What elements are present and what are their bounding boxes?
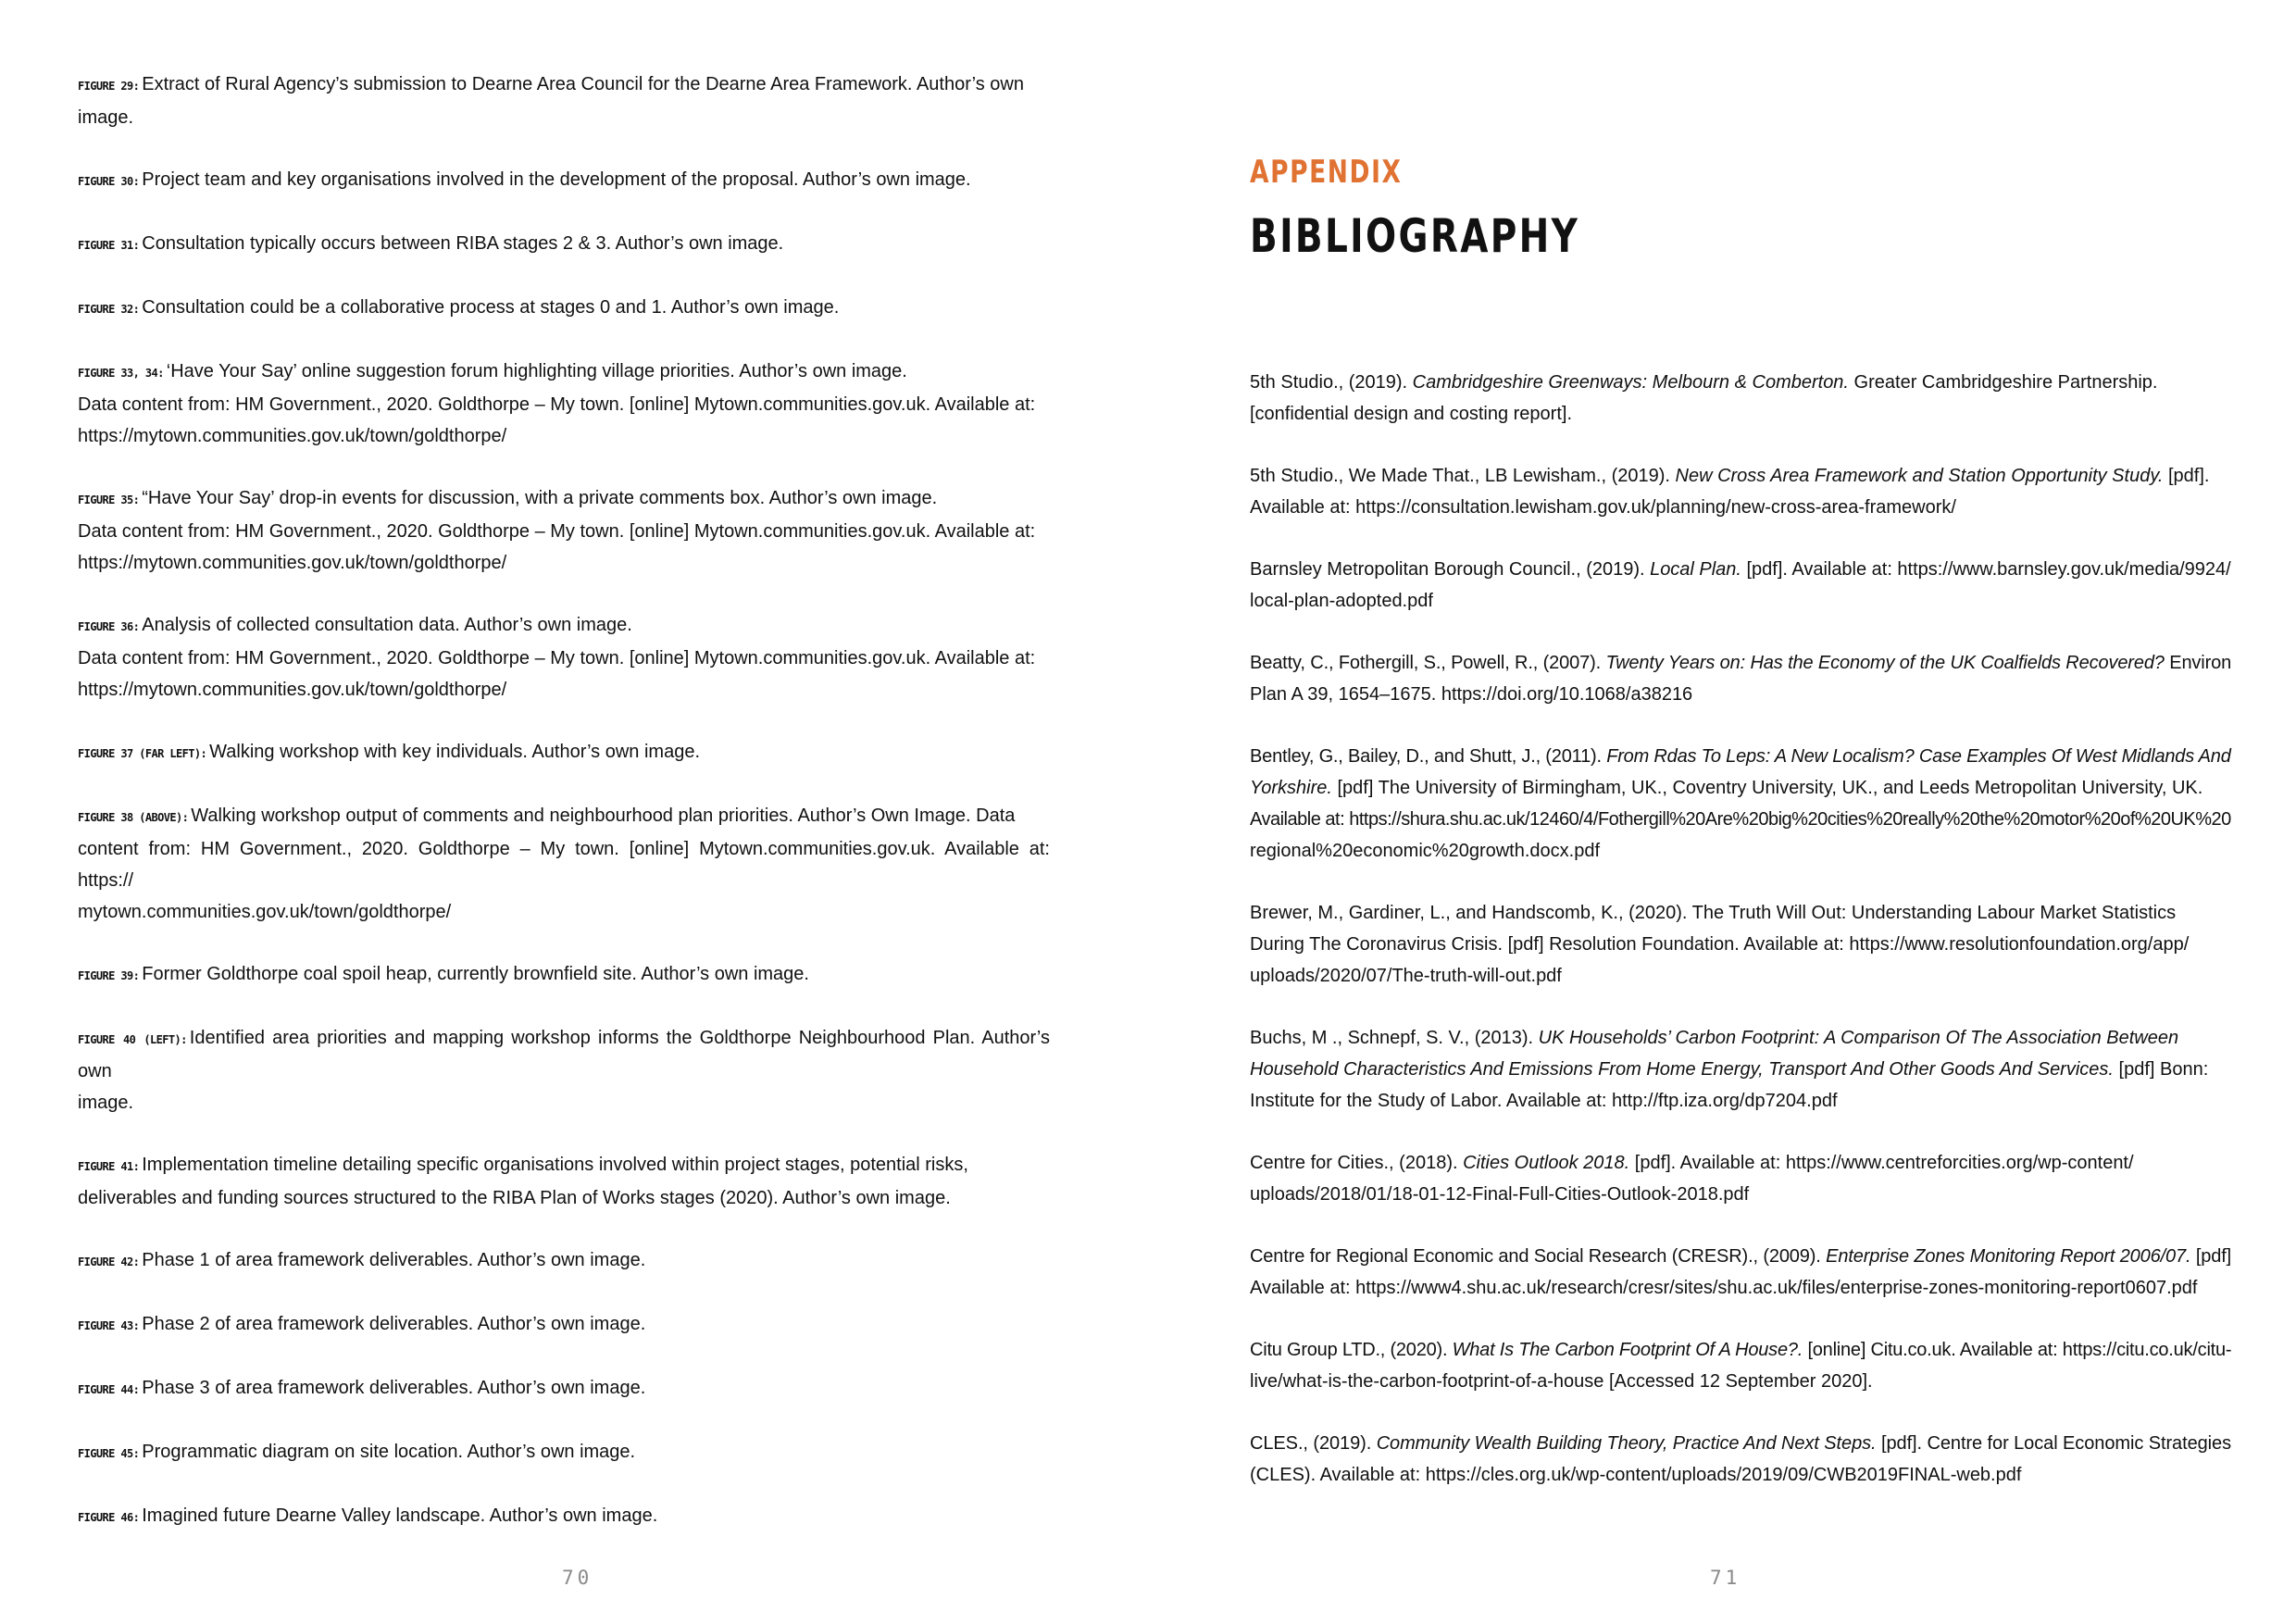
bibliography-entry	[1250, 741, 2231, 867]
figure-label: FIGURE 41:	[78, 1160, 140, 1173]
reference-line	[1250, 1241, 2231, 1272]
caption-line	[78, 833, 1050, 896]
reference-line	[1250, 647, 2231, 679]
reference-text: 5th Studio., We Made That., LB Lewisham., (2019).	[1250, 466, 1676, 486]
caption-line	[78, 896, 1050, 928]
caption-line	[78, 958, 1050, 992]
caption-text: https://mytown.communities.gov.uk/town/goldthorpe/	[78, 426, 507, 446]
caption-text: Identified area priorities and mapping workshop informs the Goldthorpe Neighbourhood Plan. Author’s own	[78, 1028, 1050, 1081]
bibliography-entry	[1250, 1428, 2231, 1491]
reference-text: uploads/2020/07/The-truth-will-out.pdf	[1250, 966, 1562, 986]
figure-caption	[78, 1500, 1050, 1533]
reference-text: Environ	[2164, 653, 2232, 673]
figure-label: FIGURE 35:	[78, 493, 140, 506]
bibliography-list	[1250, 367, 2231, 1521]
page-title: BIBLIOGRAPHY	[1250, 209, 1580, 263]
caption-text: Former Goldthorpe coal spoil heap, currently brownfield site. Author’s own image.	[142, 964, 809, 984]
page-number-right: 71	[1710, 1567, 1741, 1589]
figure-label: FIGURE 40 (LEFT):	[78, 1033, 187, 1046]
reference-title: Yorkshire.	[1250, 778, 1332, 798]
figure-caption	[78, 1308, 1050, 1342]
reference-text: CLES., (2019).	[1250, 1433, 1377, 1454]
reference-text: Brewer, M., Gardiner, L., and Handscomb, K., (2020). The Truth Will Out: Understanding Labour Market Statistics	[1250, 903, 2177, 923]
right-page	[1148, 0, 2296, 1624]
reference-line	[1250, 398, 2231, 430]
reference-title: New Cross Area Framework and Station Opportunity Study.	[1675, 466, 2164, 486]
reference-line	[1250, 960, 2231, 992]
figure-captions-list	[78, 69, 1050, 1564]
figure-caption	[78, 69, 1050, 133]
figure-caption	[78, 164, 1050, 197]
figure-caption	[78, 958, 1050, 992]
reference-text: uploads/2018/01/18-01-12-Final-Full-Cities-Outlook-2018.pdf	[1250, 1184, 1750, 1205]
figure-caption	[78, 482, 1050, 579]
reference-text: [pdf]. Available at: https://www.centreforcities.org/wp-content/	[1629, 1153, 2134, 1173]
bibliography-entry	[1250, 647, 2231, 710]
reference-title: What Is The Carbon Footprint Of A House?.	[1452, 1340, 1803, 1360]
reference-text: [pdf]	[2190, 1246, 2232, 1267]
reference-line	[1250, 741, 2231, 772]
caption-text: Project team and key organisations involved in the development of the proposal. Author’s own image.	[142, 169, 971, 190]
caption-line	[78, 609, 1050, 643]
caption-text: Imagined future Dearne Valley landscape. Author’s own image.	[142, 1505, 658, 1526]
reference-line	[1250, 1272, 2231, 1304]
reference-text: Buchs, M ., Schnepf, S. V., (2013).	[1250, 1028, 1539, 1048]
caption-line	[78, 800, 1050, 833]
reference-text: [pdf].	[2163, 466, 2210, 486]
reference-text: 5th Studio., (2019).	[1250, 372, 1413, 393]
figure-label: FIGURE 45:	[78, 1447, 140, 1460]
figure-label: FIGURE 46:	[78, 1511, 140, 1524]
caption-text: https://mytown.communities.gov.uk/town/goldthorpe/	[78, 553, 507, 573]
caption-line	[78, 1500, 1050, 1533]
caption-line	[78, 482, 1050, 516]
reference-text: Centre for Regional Economic and Social Research (CRESR)., (2009).	[1250, 1246, 1827, 1267]
bibliography-entry	[1250, 1147, 2231, 1210]
reference-text: [pdf]. Available at: https://www.barnsley.gov.uk/media/9924/	[1741, 559, 2231, 580]
figure-caption	[78, 1372, 1050, 1405]
caption-text: Phase 2 of area framework deliverables. Author’s own image.	[142, 1314, 646, 1334]
caption-line	[78, 1436, 1050, 1469]
caption-line	[78, 674, 1050, 706]
figure-caption	[78, 800, 1050, 928]
reference-line	[1250, 554, 2231, 585]
figure-label: FIGURE 29:	[78, 80, 140, 93]
reference-line	[1250, 1428, 2231, 1459]
caption-text: image.	[78, 1093, 134, 1113]
figure-label: FIGURE 43:	[78, 1319, 140, 1332]
bibliography-entry	[1250, 897, 2231, 992]
reference-text: regional%20economic%20growth.docx.pdf	[1250, 841, 1601, 861]
caption-line	[78, 228, 1050, 261]
reference-line	[1250, 460, 2231, 492]
caption-line	[78, 389, 1050, 420]
caption-line	[78, 1149, 1050, 1182]
reference-title: Twenty Years on: Has the Economy of the UK Coalfields Recovered?	[1605, 653, 2165, 673]
reference-text: [pdf]. Centre for Local Economic Strategies	[1876, 1433, 2231, 1454]
caption-text: mytown.communities.gov.uk/town/goldthorpe/	[78, 902, 452, 922]
caption-line	[78, 292, 1050, 325]
caption-line	[78, 1308, 1050, 1342]
figure-label: FIGURE 39:	[78, 969, 140, 982]
caption-text: image.	[78, 107, 134, 128]
reference-text: local-plan-adopted.pdf	[1250, 591, 1433, 611]
caption-line	[78, 1182, 1050, 1214]
reference-line	[1250, 1147, 2231, 1179]
figure-label: FIGURE 32:	[78, 303, 140, 316]
bibliography-entry	[1250, 554, 2231, 617]
reference-line	[1250, 492, 2231, 523]
reference-line	[1250, 1334, 2231, 1366]
figure-caption	[78, 1436, 1050, 1469]
figure-caption	[78, 228, 1050, 261]
reference-text: Barnsley Metropolitan Borough Council., (2019).	[1250, 559, 1651, 580]
reference-text: [online] Citu.co.uk. Available at: https://citu.co.uk/citu-	[1803, 1340, 2232, 1360]
reference-text: live/what-is-the-carbon-footprint-of-a-house [Accessed 12 September 2020].	[1250, 1371, 1873, 1392]
reference-title: Cities Outlook 2018.	[1463, 1153, 1630, 1173]
caption-text: Data content from: HM Government., 2020. Goldthorpe – My town. [online] Mytown.communities.gov.uk. Available at:	[78, 521, 1036, 542]
reference-line	[1250, 1054, 2231, 1085]
caption-line	[78, 736, 1050, 769]
reference-text: [pdf] The University of Birmingham, UK., Coventry University, UK., and Leeds Metropolitan University, UK.	[1331, 778, 2203, 798]
reference-text: (CLES). Available at: https://cles.org.uk/wp-content/uploads/2019/09/CWB2019FINAL-web.pdf	[1250, 1465, 2022, 1485]
caption-line	[78, 69, 1050, 102]
reference-title: From Rdas To Leps: A New Localism? Case Examples Of West Midlands And	[1606, 746, 2231, 767]
reference-text: [confidential design and costing report].	[1250, 404, 1572, 424]
reference-title: Community Wealth Building Theory, Practice And Next Steps.	[1376, 1433, 1877, 1454]
reference-text: Centre for Cities., (2018).	[1250, 1153, 1464, 1173]
bibliography-entry	[1250, 1022, 2231, 1117]
figure-label: FIGURE 37 (FAR LEFT):	[78, 747, 207, 760]
figure-label: FIGURE 31:	[78, 239, 140, 252]
caption-text: content from: HM Government., 2020. Goldthorpe – My town. [online] Mytown.communities.gov.uk. Available at: https://	[78, 839, 1050, 891]
reference-line	[1250, 1085, 2231, 1117]
caption-line	[78, 1244, 1050, 1278]
page-number-left: 70	[562, 1567, 593, 1589]
reference-line	[1250, 804, 2231, 835]
reference-text: Greater Cambridgeshire Partnership.	[1849, 372, 2158, 393]
reference-line	[1250, 585, 2231, 617]
caption-text: Walking workshop output of comments and neighbourhood plan priorities. Author’s Own Image. Data	[191, 806, 1016, 826]
caption-line	[78, 102, 1050, 133]
caption-text: deliverables and funding sources structured to the RIBA Plan of Works stages (2020). Author’s own image.	[78, 1188, 951, 1208]
caption-line	[78, 1087, 1050, 1118]
reference-text: Citu Group LTD., (2020).	[1250, 1340, 1453, 1360]
caption-line	[78, 547, 1050, 579]
reference-title: UK Households’ Carbon Footprint: A Comparison Of The Association Between	[1538, 1028, 2179, 1048]
reference-text: Available at: https://www4.shu.ac.uk/research/cresr/sites/shu.ac.uk/files/enterprise-zones-monitoring-report0607.pdf	[1250, 1278, 2198, 1298]
reference-text: Institute for the Study of Labor. Available at: http://ftp.iza.org/dp7204.pdf	[1250, 1091, 1838, 1111]
figure-caption	[78, 292, 1050, 325]
reference-line	[1250, 367, 2231, 398]
caption-text: Extract of Rural Agency’s submission to Dearne Area Council for the Dearne Area Framework. Author’s own	[142, 74, 1024, 94]
bibliography-entry	[1250, 367, 2231, 430]
figure-caption	[78, 1244, 1050, 1278]
section-label: APPENDIX	[1250, 154, 1403, 191]
figure-label: FIGURE 36:	[78, 620, 140, 633]
bibliography-entry	[1250, 1241, 2231, 1304]
reference-line	[1250, 772, 2231, 804]
caption-line	[78, 1372, 1050, 1405]
caption-line	[78, 356, 1050, 389]
caption-text: Data content from: HM Government., 2020. Goldthorpe – My town. [online] Mytown.communities.gov.uk. Available at:	[78, 394, 1036, 415]
figure-caption	[78, 1022, 1050, 1118]
reference-line	[1250, 897, 2231, 929]
figure-caption	[78, 356, 1050, 452]
caption-text: Programmatic diagram on site location. Author’s own image.	[142, 1442, 636, 1462]
caption-text: Consultation could be a collaborative process at stages 0 and 1. Author’s own image.	[142, 297, 840, 318]
bibliography-entry	[1250, 1334, 2231, 1397]
reference-line	[1250, 1179, 2231, 1210]
figure-label: FIGURE 44:	[78, 1383, 140, 1396]
reference-text: During The Coronavirus Crisis. [pdf] Resolution Foundation. Available at: https://www.resolutionfoundation.org/app/	[1250, 934, 2190, 955]
reference-text: Available at: https://shura.shu.ac.uk/12460/4/Fothergill%20Are%20big%20cities%20really%20the%20motor%20of%20UK%20	[1250, 809, 2231, 830]
reference-text: Available at: https://consultation.lewisham.gov.uk/planning/new-cross-area-framework/	[1250, 497, 1956, 518]
reference-line	[1250, 679, 2231, 710]
reference-line	[1250, 1459, 2231, 1491]
figure-label: FIGURE 33, 34:	[78, 367, 164, 380]
figure-label: FIGURE 42:	[78, 1255, 140, 1268]
figure-label: FIGURE 30:	[78, 175, 140, 188]
caption-line	[78, 643, 1050, 674]
caption-text: Phase 3 of area framework deliverables. Author’s own image.	[142, 1378, 646, 1398]
reference-line	[1250, 1022, 2231, 1054]
bibliography-entry	[1250, 460, 2231, 523]
figure-label: FIGURE 38 (ABOVE):	[78, 811, 189, 824]
caption-text: Walking workshop with key individuals. Author’s own image.	[209, 742, 701, 762]
reference-text: Plan A 39, 1654–1675. https://doi.org/10.1068/a38216	[1250, 684, 1693, 705]
reference-title: Local Plan.	[1650, 559, 1741, 580]
reference-text: Bentley, G., Bailey, D., and Shutt, J., (2011).	[1250, 746, 1607, 767]
reference-title: Cambridgeshire Greenways: Melbourn & Comberton.	[1412, 372, 1849, 393]
caption-text: ‘Have Your Say’ online suggestion forum highlighting village priorities. Author’s own image.	[166, 361, 907, 381]
figure-caption	[78, 609, 1050, 706]
caption-text: Phase 1 of area framework deliverables. Author’s own image.	[142, 1250, 646, 1270]
reference-title: Household Characteristics And Emissions From Home Energy, Transport And Other Goods And Services.	[1250, 1059, 2114, 1080]
caption-text: https://mytown.communities.gov.uk/town/goldthorpe/	[78, 680, 507, 700]
reference-line	[1250, 1366, 2231, 1397]
caption-text: Implementation timeline detailing specific organisations involved within project stages, potential risks,	[142, 1155, 968, 1175]
caption-line	[78, 164, 1050, 197]
caption-text: “Have Your Say’ drop-in events for discussion, with a private comments box. Author’s own image.	[142, 488, 938, 508]
figure-caption	[78, 736, 1050, 769]
figure-caption	[78, 1149, 1050, 1214]
caption-line	[78, 420, 1050, 452]
caption-line	[78, 1022, 1050, 1087]
reference-line	[1250, 835, 2231, 867]
caption-text: Data content from: HM Government., 2020. Goldthorpe – My town. [online] Mytown.communities.gov.uk. Available at:	[78, 648, 1036, 668]
caption-text: Analysis of collected consultation data. Author’s own image.	[142, 615, 632, 635]
reference-line	[1250, 929, 2231, 960]
reference-text: [pdf] Bonn:	[2113, 1059, 2209, 1080]
caption-line	[78, 516, 1050, 547]
caption-text: Consultation typically occurs between RIBA stages 2 & 3. Author’s own image.	[142, 233, 784, 254]
reference-title: Enterprise Zones Monitoring Report 2006/07.	[1826, 1246, 2191, 1267]
reference-text: Beatty, C., Fothergill, S., Powell, R., (2007).	[1250, 653, 1606, 673]
